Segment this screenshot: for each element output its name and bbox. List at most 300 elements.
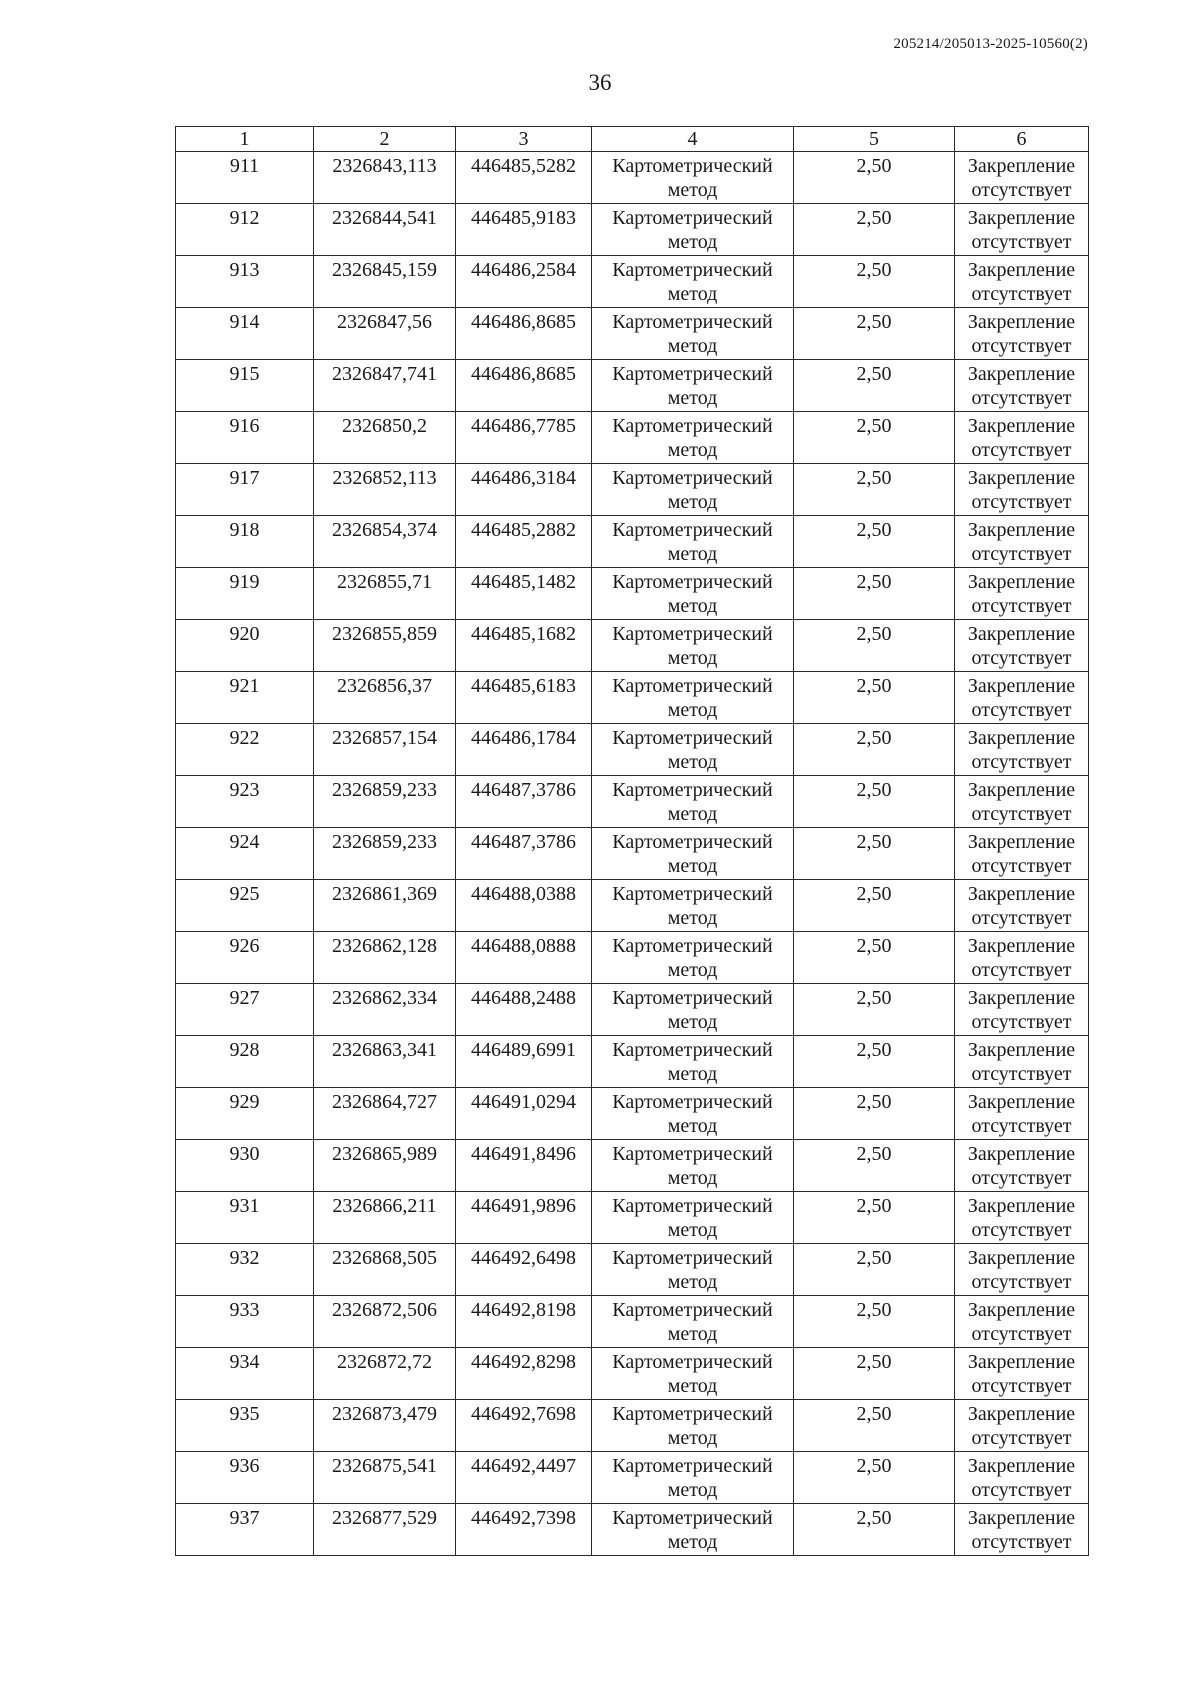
fixing-cell (955, 828, 1089, 880)
table-row (176, 776, 1089, 828)
point-number-text: 917 (229, 467, 260, 489)
coordinate-y-text: 446491,8496 (471, 1143, 576, 1165)
coordinate-x-cell (314, 932, 456, 984)
coordinate-x-cell (314, 1452, 456, 1504)
fixing-text: Закрепление (967, 1455, 1076, 1477)
method-text: метод (667, 855, 718, 877)
coordinate-x-text: 2326845,159 (332, 259, 437, 281)
method-text: Картометрический (612, 727, 773, 749)
point-number-cell (176, 568, 314, 620)
accuracy-text: 2,50 (856, 727, 892, 749)
method-cell (592, 1504, 794, 1556)
point-number-cell (176, 984, 314, 1036)
coordinate-x-cell (314, 1348, 456, 1400)
method-cell (592, 672, 794, 724)
fixing-text: Закрепление (967, 207, 1076, 229)
fixing-text: отсутствует (971, 1219, 1072, 1241)
method-text: Картометрический (612, 779, 773, 801)
fixing-cell (955, 1452, 1089, 1504)
accuracy-text: 2,50 (856, 1351, 892, 1373)
method-text: Картометрический (612, 363, 773, 385)
point-number-cell (176, 1348, 314, 1400)
table-row (176, 1140, 1089, 1192)
coordinate-x-text: 2326872,72 (337, 1351, 432, 1373)
fixing-cell (955, 256, 1089, 308)
fixing-text: отсутствует (971, 491, 1072, 513)
accuracy-cell (794, 1400, 955, 1452)
method-text: метод (667, 1063, 718, 1085)
coordinate-x-cell (314, 1400, 456, 1452)
method-cell (592, 308, 794, 360)
fixing-text: Закрепление (967, 155, 1076, 177)
coordinate-x-text: 2326862,334 (332, 987, 437, 1009)
method-cell (592, 620, 794, 672)
column-header-1: 1 (176, 127, 314, 152)
coordinate-y-cell (456, 1192, 592, 1244)
method-cell (592, 1400, 794, 1452)
accuracy-cell (794, 204, 955, 256)
fixing-text: отсутствует (971, 699, 1072, 721)
accuracy-cell (794, 1192, 955, 1244)
accuracy-text: 2,50 (856, 1247, 892, 1269)
accuracy-text: 2,50 (856, 831, 892, 853)
point-number-text: 930 (229, 1143, 260, 1165)
point-number-text: 915 (229, 363, 260, 385)
coordinate-x-text: 2326847,741 (332, 363, 437, 385)
method-text: метод (667, 1479, 718, 1501)
coordinate-y-text: 446487,3786 (471, 831, 576, 853)
method-text: метод (667, 1115, 718, 1137)
coordinate-x-text: 2326847,56 (337, 311, 432, 333)
fixing-text: отсутствует (971, 855, 1072, 877)
accuracy-cell (794, 776, 955, 828)
point-number-text: 918 (229, 519, 260, 541)
fixing-cell (955, 1192, 1089, 1244)
coordinate-y-cell (456, 1348, 592, 1400)
accuracy-cell (794, 360, 955, 412)
coordinate-x-text: 2326872,506 (332, 1299, 437, 1321)
coordinate-y-cell (456, 412, 592, 464)
coordinate-x-cell (314, 308, 456, 360)
point-number-cell (176, 1140, 314, 1192)
fixing-cell (955, 984, 1089, 1036)
fixing-cell (955, 464, 1089, 516)
method-cell (592, 152, 794, 204)
method-text: метод (667, 1375, 718, 1397)
fixing-text: отсутствует (971, 1323, 1072, 1345)
coordinate-x-text: 2326873,479 (332, 1403, 437, 1425)
accuracy-cell (794, 620, 955, 672)
coordinate-y-text: 446486,3184 (471, 467, 576, 489)
fixing-text: отсутствует (971, 647, 1072, 669)
table-row (176, 1348, 1089, 1400)
coordinate-y-text: 446485,2882 (471, 519, 576, 541)
method-text: метод (667, 543, 718, 565)
coordinate-y-cell (456, 880, 592, 932)
table-row (176, 568, 1089, 620)
fixing-text: отсутствует (971, 959, 1072, 981)
accuracy-cell (794, 932, 955, 984)
method-text: метод (667, 959, 718, 981)
fixing-cell (955, 308, 1089, 360)
table-row (176, 464, 1089, 516)
method-text: метод (667, 907, 718, 929)
accuracy-text: 2,50 (856, 1039, 892, 1061)
method-cell (592, 1296, 794, 1348)
accuracy-text: 2,50 (856, 1299, 892, 1321)
accuracy-text: 2,50 (856, 259, 892, 281)
fixing-cell (955, 672, 1089, 724)
fixing-text: отсутствует (971, 803, 1072, 825)
point-number-text: 928 (229, 1039, 260, 1061)
coordinate-y-cell (456, 1296, 592, 1348)
column-header-4: 4 (592, 127, 794, 152)
coordinate-y-text: 446492,6498 (471, 1247, 576, 1269)
point-number-text: 914 (229, 311, 260, 333)
fixing-cell (955, 1296, 1089, 1348)
column-header-5: 5 (794, 127, 955, 152)
point-number-cell (176, 1036, 314, 1088)
accuracy-text: 2,50 (856, 1091, 892, 1113)
coordinate-x-cell (314, 152, 456, 204)
table-body (176, 152, 1089, 1556)
method-text: Картометрический (612, 1299, 773, 1321)
column-header-2: 2 (314, 127, 456, 152)
coordinate-x-cell (314, 1036, 456, 1088)
coordinate-x-text: 2326863,341 (332, 1039, 437, 1061)
coordinate-x-cell (314, 828, 456, 880)
point-number-text: 921 (229, 675, 260, 697)
accuracy-text: 2,50 (856, 415, 892, 437)
fixing-text: Закрепление (967, 1507, 1076, 1529)
fixing-cell (955, 776, 1089, 828)
method-cell (592, 360, 794, 412)
coordinate-x-text: 2326866,211 (332, 1195, 437, 1217)
table-row (176, 724, 1089, 776)
point-number-cell (176, 1244, 314, 1296)
accuracy-text: 2,50 (856, 779, 892, 801)
method-cell (592, 776, 794, 828)
coordinate-y-cell (456, 672, 592, 724)
accuracy-text: 2,50 (856, 623, 892, 645)
coordinate-x-cell (314, 360, 456, 412)
coordinate-x-text: 2326875,541 (332, 1455, 437, 1477)
accuracy-text: 2,50 (856, 467, 892, 489)
method-text: метод (667, 439, 718, 461)
fixing-cell (955, 1400, 1089, 1452)
method-text: метод (667, 1323, 718, 1345)
fixing-text: Закрепление (967, 519, 1076, 541)
coordinate-x-cell (314, 1296, 456, 1348)
accuracy-cell (794, 1140, 955, 1192)
method-text: метод (667, 283, 718, 305)
accuracy-text: 2,50 (856, 571, 892, 593)
method-cell (592, 516, 794, 568)
coordinate-x-text: 2326862,128 (332, 935, 437, 957)
coordinate-y-cell (456, 984, 592, 1036)
method-text: Картометрический (612, 1351, 773, 1373)
table-row (176, 984, 1089, 1036)
point-number-cell (176, 1296, 314, 1348)
fixing-cell (955, 516, 1089, 568)
method-cell (592, 1452, 794, 1504)
method-cell (592, 1244, 794, 1296)
method-text: метод (667, 387, 718, 409)
fixing-cell (955, 360, 1089, 412)
point-number-cell (176, 1088, 314, 1140)
accuracy-cell (794, 1088, 955, 1140)
coordinate-x-text: 2326861,369 (332, 883, 437, 905)
fixing-cell (955, 1504, 1089, 1556)
coordinate-y-cell (456, 828, 592, 880)
table-row (176, 256, 1089, 308)
coordinate-y-text: 446492,7698 (471, 1403, 576, 1425)
fixing-text: Закрепление (967, 935, 1076, 957)
accuracy-cell (794, 516, 955, 568)
fixing-text: Закрепление (967, 987, 1076, 1009)
coordinate-y-cell (456, 568, 592, 620)
table-row (176, 1504, 1089, 1556)
accuracy-text: 2,50 (856, 363, 892, 385)
coordinate-y-cell (456, 1036, 592, 1088)
accuracy-text: 2,50 (856, 1455, 892, 1477)
fixing-text: отсутствует (971, 1427, 1072, 1449)
fixing-text: отсутствует (971, 1063, 1072, 1085)
method-text: Картометрический (612, 155, 773, 177)
method-text: Картометрический (612, 935, 773, 957)
method-text: Картометрический (612, 883, 773, 905)
method-text: Картометрический (612, 623, 773, 645)
fixing-text: отсутствует (971, 595, 1072, 617)
coordinate-y-text: 446485,6183 (471, 675, 576, 697)
point-number-text: 916 (229, 415, 260, 437)
accuracy-cell (794, 672, 955, 724)
point-number-cell (176, 412, 314, 464)
fixing-cell (955, 412, 1089, 464)
method-text: Картометрический (612, 467, 773, 489)
method-text: метод (667, 595, 718, 617)
coordinate-x-cell (314, 1244, 456, 1296)
method-text: Картометрический (612, 831, 773, 853)
table-row (176, 1400, 1089, 1452)
point-number-cell (176, 1452, 314, 1504)
fixing-cell (955, 1140, 1089, 1192)
fixing-text: Закрепление (967, 831, 1076, 853)
coordinate-y-text: 446486,2584 (471, 259, 576, 281)
method-text: Картометрический (612, 1143, 773, 1165)
table-row (176, 1088, 1089, 1140)
coordinate-y-text: 446492,7398 (471, 1507, 576, 1529)
fixing-text: Закрепление (967, 1039, 1076, 1061)
method-text: метод (667, 1427, 718, 1449)
point-number-text: 931 (229, 1195, 260, 1217)
coordinate-x-cell (314, 516, 456, 568)
coordinate-y-text: 446492,8298 (471, 1351, 576, 1373)
table-row (176, 1192, 1089, 1244)
fixing-text: отсутствует (971, 1531, 1072, 1553)
coordinate-x-text: 2326844,541 (332, 207, 437, 229)
method-text: Картометрический (612, 1039, 773, 1061)
accuracy-text: 2,50 (856, 675, 892, 697)
point-number-text: 936 (229, 1455, 260, 1477)
method-text: Картометрический (612, 1091, 773, 1113)
fixing-cell (955, 724, 1089, 776)
fixing-cell (955, 1088, 1089, 1140)
coordinate-x-text: 2326855,859 (332, 623, 437, 645)
method-cell (592, 1348, 794, 1400)
method-text: Картометрический (612, 987, 773, 1009)
point-number-text: 924 (229, 831, 260, 853)
fixing-text: отсутствует (971, 907, 1072, 929)
accuracy-text: 2,50 (856, 1143, 892, 1165)
coordinate-y-text: 446486,7785 (471, 415, 576, 437)
coordinate-x-cell (314, 672, 456, 724)
fixing-text: отсутствует (971, 1167, 1072, 1189)
coordinate-x-cell (314, 776, 456, 828)
point-number-cell (176, 880, 314, 932)
fixing-text: Закрепление (967, 571, 1076, 593)
method-cell (592, 1036, 794, 1088)
point-number-text: 920 (229, 623, 260, 645)
method-text: Картометрический (612, 207, 773, 229)
method-text: Картометрический (612, 259, 773, 281)
fixing-cell (955, 152, 1089, 204)
point-number-text: 912 (229, 207, 260, 229)
point-number-text: 934 (229, 1351, 260, 1373)
coordinate-x-text: 2326859,233 (332, 779, 437, 801)
method-text: Картометрический (612, 1507, 773, 1529)
coordinate-y-text: 446492,8198 (471, 1299, 576, 1321)
fixing-text: Закрепление (967, 363, 1076, 385)
coordinate-x-cell (314, 880, 456, 932)
fixing-text: отсутствует (971, 1375, 1072, 1397)
point-number-cell (176, 672, 314, 724)
coordinate-y-text: 446488,0388 (471, 883, 576, 905)
method-cell (592, 412, 794, 464)
method-text: Картометрический (612, 1195, 773, 1217)
coordinate-x-text: 2326868,505 (332, 1247, 437, 1269)
coordinate-x-cell (314, 1504, 456, 1556)
coordinate-x-cell (314, 1140, 456, 1192)
coordinate-y-text: 446485,1482 (471, 571, 576, 593)
coordinate-x-cell (314, 204, 456, 256)
fixing-text: Закрепление (967, 727, 1076, 749)
method-text: Картометрический (612, 571, 773, 593)
coordinate-y-text: 446485,9183 (471, 207, 576, 229)
coordinate-y-cell (456, 1400, 592, 1452)
coordinate-y-cell (456, 776, 592, 828)
table-row (176, 1296, 1089, 1348)
coordinate-x-cell (314, 620, 456, 672)
method-text: метод (667, 335, 718, 357)
fixing-text: Закрепление (967, 311, 1076, 333)
table-row (176, 516, 1089, 568)
point-number-text: 926 (229, 935, 260, 957)
accuracy-cell (794, 568, 955, 620)
method-text: метод (667, 699, 718, 721)
coordinate-x-text: 2326864,727 (332, 1091, 437, 1113)
fixing-text: Закрепление (967, 259, 1076, 281)
coordinate-y-cell (456, 1088, 592, 1140)
coordinate-x-text: 2326852,113 (332, 467, 437, 489)
table-row (176, 1244, 1089, 1296)
point-number-text: 923 (229, 779, 260, 801)
coordinate-x-cell (314, 724, 456, 776)
fixing-text: Закрепление (967, 1403, 1076, 1425)
point-number-text: 911 (229, 155, 260, 177)
method-text: Картометрический (612, 519, 773, 541)
accuracy-cell (794, 880, 955, 932)
fixing-text: Закрепление (967, 1091, 1076, 1113)
coordinate-y-cell (456, 464, 592, 516)
coordinate-y-cell (456, 360, 592, 412)
accuracy-cell (794, 1036, 955, 1088)
fixing-text: Закрепление (967, 779, 1076, 801)
point-number-cell (176, 360, 314, 412)
coordinate-y-text: 446488,2488 (471, 987, 576, 1009)
coordinate-x-text: 2326856,37 (337, 675, 432, 697)
coordinate-x-cell (314, 412, 456, 464)
method-text: метод (667, 751, 718, 773)
method-cell (592, 1192, 794, 1244)
method-text: Картометрический (612, 311, 773, 333)
table-row (176, 152, 1089, 204)
document-id: 205214/205013-2025-10560(2) (893, 36, 1088, 52)
point-number-cell (176, 308, 314, 360)
fixing-text: отсутствует (971, 1479, 1072, 1501)
point-number-text: 927 (229, 987, 260, 1009)
coordinate-y-text: 446491,0294 (471, 1091, 576, 1113)
fixing-text: отсутствует (971, 543, 1072, 565)
accuracy-cell (794, 984, 955, 1036)
coordinate-y-text: 446492,4497 (471, 1455, 576, 1477)
coordinate-x-text: 2326857,154 (332, 727, 437, 749)
accuracy-cell (794, 1452, 955, 1504)
fixing-text: Закрепление (967, 883, 1076, 905)
table-row (176, 204, 1089, 256)
coordinate-y-cell (456, 152, 592, 204)
method-cell (592, 256, 794, 308)
point-number-text: 929 (229, 1091, 260, 1113)
coordinate-y-cell (456, 308, 592, 360)
point-number-text: 933 (229, 1299, 260, 1321)
coordinate-x-text: 2326850,2 (342, 415, 427, 437)
fixing-cell (955, 932, 1089, 984)
accuracy-text: 2,50 (856, 1403, 892, 1425)
coordinate-y-text: 446491,9896 (471, 1195, 576, 1217)
method-cell (592, 880, 794, 932)
point-number-cell (176, 724, 314, 776)
fixing-text: отсутствует (971, 231, 1072, 253)
coordinate-y-text: 446487,3786 (471, 779, 576, 801)
coordinate-x-text: 2326855,71 (337, 571, 432, 593)
method-text: метод (667, 803, 718, 825)
method-cell (592, 724, 794, 776)
point-number-text: 935 (229, 1403, 260, 1425)
coordinate-x-cell (314, 256, 456, 308)
coordinate-x-cell (314, 464, 456, 516)
coordinate-y-cell (456, 1452, 592, 1504)
fixing-text: Закрепление (967, 1299, 1076, 1321)
method-text: Картометрический (612, 1403, 773, 1425)
fixing-text: Закрепление (967, 1351, 1076, 1373)
fixing-text: отсутствует (971, 387, 1072, 409)
method-text: метод (667, 1271, 718, 1293)
fixing-text: Закрепление (967, 623, 1076, 645)
accuracy-cell (794, 152, 955, 204)
method-text: Картометрический (612, 675, 773, 697)
coordinate-y-text: 446485,5282 (471, 155, 576, 177)
